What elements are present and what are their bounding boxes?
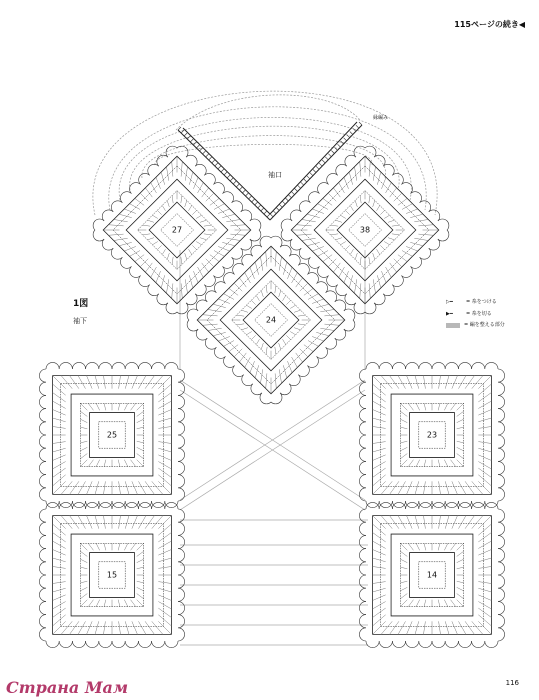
- motif-number: 27: [171, 225, 183, 235]
- page-number: 116: [505, 679, 519, 687]
- motif-number: 14: [426, 570, 438, 580]
- trim-label: 縁編み: [373, 115, 389, 121]
- figure-subtitle: 袖下: [73, 317, 87, 325]
- legend-item-cut: [446, 312, 492, 317]
- watermark: Страна Мам: [6, 678, 129, 697]
- legend-item-adjust: [446, 323, 505, 328]
- motif-number: 15: [106, 570, 118, 580]
- sleeve-opening-label: 袖口: [268, 171, 282, 179]
- motif-number: 24: [265, 315, 277, 325]
- motif-number: 25: [106, 430, 118, 440]
- legend-item-attach: [446, 300, 497, 305]
- adjust-area-swatch: [446, 323, 460, 328]
- figure-title: 1図: [73, 299, 89, 309]
- legend-text: = 糸をつける: [466, 299, 497, 305]
- motif-number: 38: [359, 225, 371, 235]
- arc-lines: [93, 91, 437, 215]
- continuation-note: 115ページの続き◀: [454, 20, 525, 29]
- attach-yarn-icon: ▷━: [446, 299, 453, 305]
- legend-text: = 糸を切る: [466, 311, 492, 317]
- cut-yarn-icon: ▶━: [446, 311, 453, 317]
- motif-number: 23: [426, 430, 438, 440]
- legend-text: = 編を整える部分: [464, 322, 505, 328]
